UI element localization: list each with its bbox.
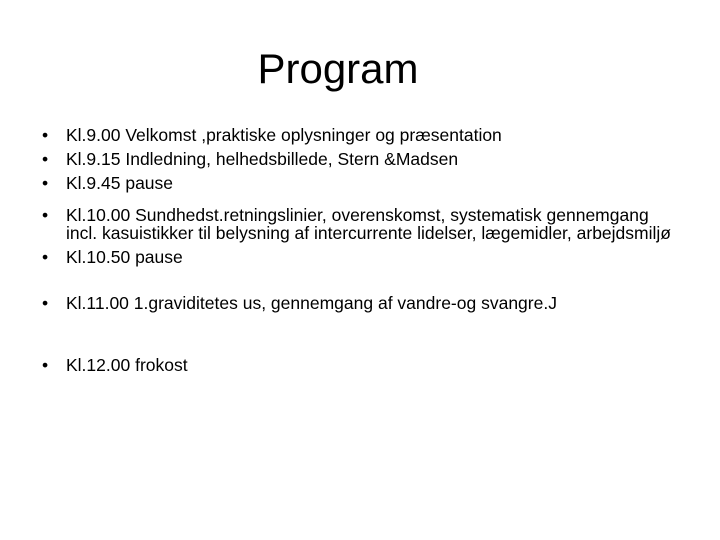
agenda-list: [40, 126, 680, 380]
agenda-item-0900: [40, 126, 680, 144]
agenda-item-text: Kl.9.45 pause: [66, 173, 174, 193]
bullet-icon: •: [42, 205, 49, 225]
bullet-icon: •: [42, 247, 49, 267]
agenda-item-0945: [40, 174, 680, 192]
agenda-item-text: Kl.9.15 Indledning, helhedsbillede, Stern &Madsen: [66, 149, 459, 169]
bullet-icon: •: [42, 355, 49, 375]
agenda-item-1100: [40, 294, 680, 312]
agenda-item-0915: [40, 150, 680, 168]
agenda-item-text: Kl.10.00 Sundhedst.retningslinier, overenskomst, systematisk gennemgang incl. kasuistikker til belysning af intercurrente lidelser, lægemidler, arbejdsmiljø: [66, 205, 671, 243]
agenda-item-text: Kl.11.00 1.graviditetes us, gennemgang af vandre-og svangre.J: [66, 293, 557, 313]
agenda-item-1050: [40, 248, 680, 266]
agenda-item-1200: [40, 356, 680, 374]
bullet-icon: •: [42, 149, 49, 169]
bullet-icon: •: [42, 293, 49, 313]
bullet-icon: •: [42, 173, 49, 193]
agenda-item-text: Kl.12.00 frokost: [66, 355, 188, 375]
agenda-item-text: Kl.10.50 pause: [66, 247, 183, 267]
bullet-icon: •: [42, 125, 49, 145]
slide-title: Program: [257, 45, 419, 92]
agenda-item-1000: [40, 206, 680, 242]
agenda-item-text: Kl.9.00 Velkomst ,praktiske oplysninger og præsentation: [66, 125, 502, 145]
